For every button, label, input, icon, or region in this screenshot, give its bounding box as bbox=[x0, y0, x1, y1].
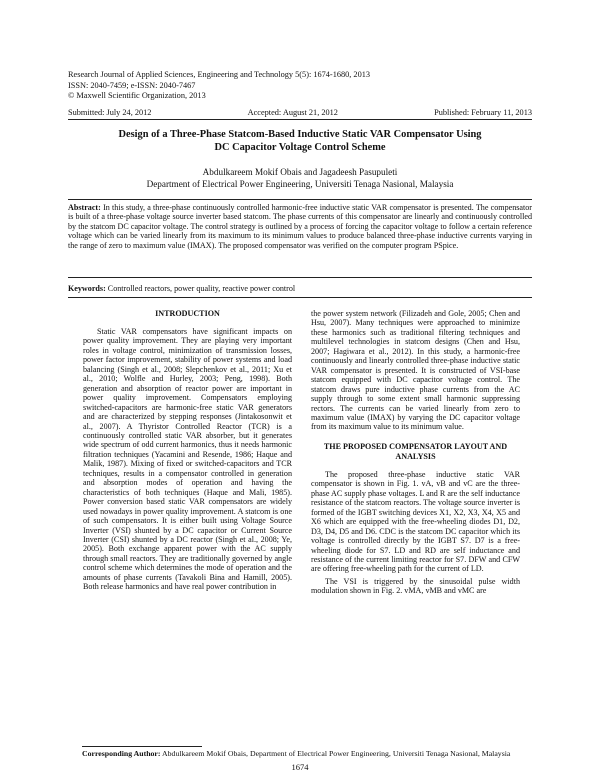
author-block bbox=[68, 166, 532, 190]
abstract-top-rule bbox=[68, 199, 532, 200]
corresponding-author bbox=[82, 749, 518, 758]
title-line-1: Design of a Three-Phase Statcom-Based Inductive Static VAR Compensator Using bbox=[118, 129, 482, 140]
keywords-rule bbox=[68, 297, 532, 298]
published-date: Published: February 11, 2013 bbox=[434, 108, 532, 117]
intro-paragraph-2: the power system network (Filizadeh and Gole, 2005; Chen and Hsu, 2007). Many techniques were approached to minimize these harmonics such as traditional filtering techniques and multilevel technologies in statcom designs (Chen and Hsu, 2007; Hagiwara et al., 2012). In this study, a harmonic-free continuously and linearly controlled three-phase inductive static VAR compensator is presented. It is constructed of VSI-base statcom equipped with DC capacitor voltage control. The statcom draws pure inductive phase currents from the AC supply through to some extent small harmonic suppressing rectors. The currents can be varied linearly from zero to maximum value (IMAX) by varying the DC capacitor voltage from its maximum value to its minimum value. bbox=[311, 309, 520, 432]
keywords-label: Keywords: bbox=[68, 284, 106, 293]
keywords bbox=[68, 284, 532, 293]
intro-paragraph-1: Static VAR compensators have significant impacts on power quality improvement. They are playing very important roles in voltage control, minimization of transmission losses, power factor improvement, stability of power systems and load balancing (Singh et al., 2008; Slepchenkov et al., 2011; Xu et al., 2010; Wolfle and Hurley, 2003; Peng, 1998). Both generation and absorption of reactor power are important in power quality improvement. Compensators employing switched-capacitors are harmonic-free static VAR generators and are characterized by stepping responses (Jintakosonwit et al., 2007). A Thyristor Controlled Reactor (TCR) is a continuously controlled static VAR absorber, but it generates wide spectrum of odd current harmonics, thus it needs harmonic filtration techniques (Yacamini and Resende, 1986; Haque and Malik, 1987). Mixing of fixed or switched-capacitors and TCR techniques, results in a compensator controlled in generation and absorption modes of operation and having the characteristics of both techniques (Haque and Mali, 1985). Power conversion based static VAR compensators are widely used nowadays in power quality improvement. A statcom is one of such compensators. It is either built using Voltage Source Inverter (VSI) shunted by a DC capacitor or Current Source Inverter (CSI) shunted by a DC reactor (Singh et al., 2008; Ye, 2005). Both exchange apparent power with the AC supply through small reactors. They are traditionally governed by angle control scheme which determines the mode of operation and the amounts of phase currents (Tavakoli Bina and Hamill, 2005). Both release harmonics and have real power contribution in bbox=[83, 327, 292, 592]
keywords-text: Controlled reactors, power quality, reactive power control bbox=[107, 284, 296, 293]
accepted-date: Accepted: August 21, 2012 bbox=[247, 108, 338, 117]
author-names: Abdulkareem Mokif Obais and Jagadeesh Pasupuleti bbox=[202, 167, 398, 177]
abstract-bottom-rule bbox=[68, 277, 532, 278]
corresponding-label: Corresponding Author: bbox=[82, 749, 161, 758]
layout-paragraph-1: The proposed three-phase inductive static VAR compensator is shown in Fig. 1. vA, vB and vC are the three-phase AC supply phase voltages. L and R are the self inductance resistance of the statcom reactors. The voltage source inverter is formed of the IGBT switching devices X1, X2, X3, X4, X5 and X6 which are equipped with the free-wheeling diodes D1, D2, D3, D4, D5 and D6. CDC is the statcom DC capacitor which its voltage is controlled directly by the IGBT S7. D7 is a free-wheeling diode for S7. LD and RD are self inductance and resistance of the current limiting reactor for S7. DFW and CFW are offering free-wheeling path for the current of LD. bbox=[311, 469, 520, 574]
abstract-label: Abstract: bbox=[68, 203, 101, 212]
header-rule bbox=[68, 119, 532, 120]
paper-title bbox=[68, 128, 532, 154]
submitted-date: Submitted: July 24, 2012 bbox=[68, 108, 152, 117]
author-affiliation: Department of Electrical Power Engineering, Universiti Tenaga Nasional, Malaysia bbox=[146, 179, 454, 189]
proposed-heading: THE PROPOSED COMPENSATOR LAYOUT AND ANALYSIS bbox=[323, 441, 508, 461]
corresponding-text: Abdulkareem Mokif Obais, Department of Electrical Power Engineering, Universiti Tenaga Nasional, Malaysia bbox=[162, 749, 511, 758]
page-number: 1674 bbox=[291, 762, 309, 772]
title-line-2: DC Capacitor Voltage Control Scheme bbox=[214, 142, 386, 153]
abstract bbox=[68, 203, 532, 250]
abstract-text: In this study, a three-phase continuously controlled harmonic-free inductive static VAR compensator is presented. The compensator is built of a three-phase voltage source inverter based statcom. The phase currents of this compensator are linearly and continuously controlled by the statcom DC capacitor voltage. The control strategy is outlined by a process of forcing the capacitor voltage to follow a certain reference voltage which can be varied linearly from its maximum to its minimum values to produce balanced three-phase inductive currents varying in the range of zero to maximum value (IMAX). The proposed compensator was verified on the computer program PSpice. bbox=[68, 203, 532, 250]
issn-line: ISSN: 2040-7459; e-ISSN: 2040-7467 bbox=[68, 80, 196, 90]
layout-paragraph-2: The VSI is triggered by the sinusoidal pulse width modulation shown in Fig. 2. vMA, vMB and vMC are bbox=[311, 576, 520, 596]
right-column bbox=[311, 309, 520, 596]
introduction-heading: INTRODUCTION bbox=[155, 309, 220, 318]
footnote-rule bbox=[82, 746, 202, 747]
journal-citation: Research Journal of Applied Sciences, Engineering and Technology 5(5): 1674-1680, 2013 bbox=[68, 70, 371, 79]
left-column bbox=[83, 309, 292, 592]
dates-row bbox=[68, 108, 532, 117]
journal-header bbox=[68, 70, 370, 102]
copyright-line: © Maxwell Scientific Organization, 2013 bbox=[68, 91, 206, 101]
